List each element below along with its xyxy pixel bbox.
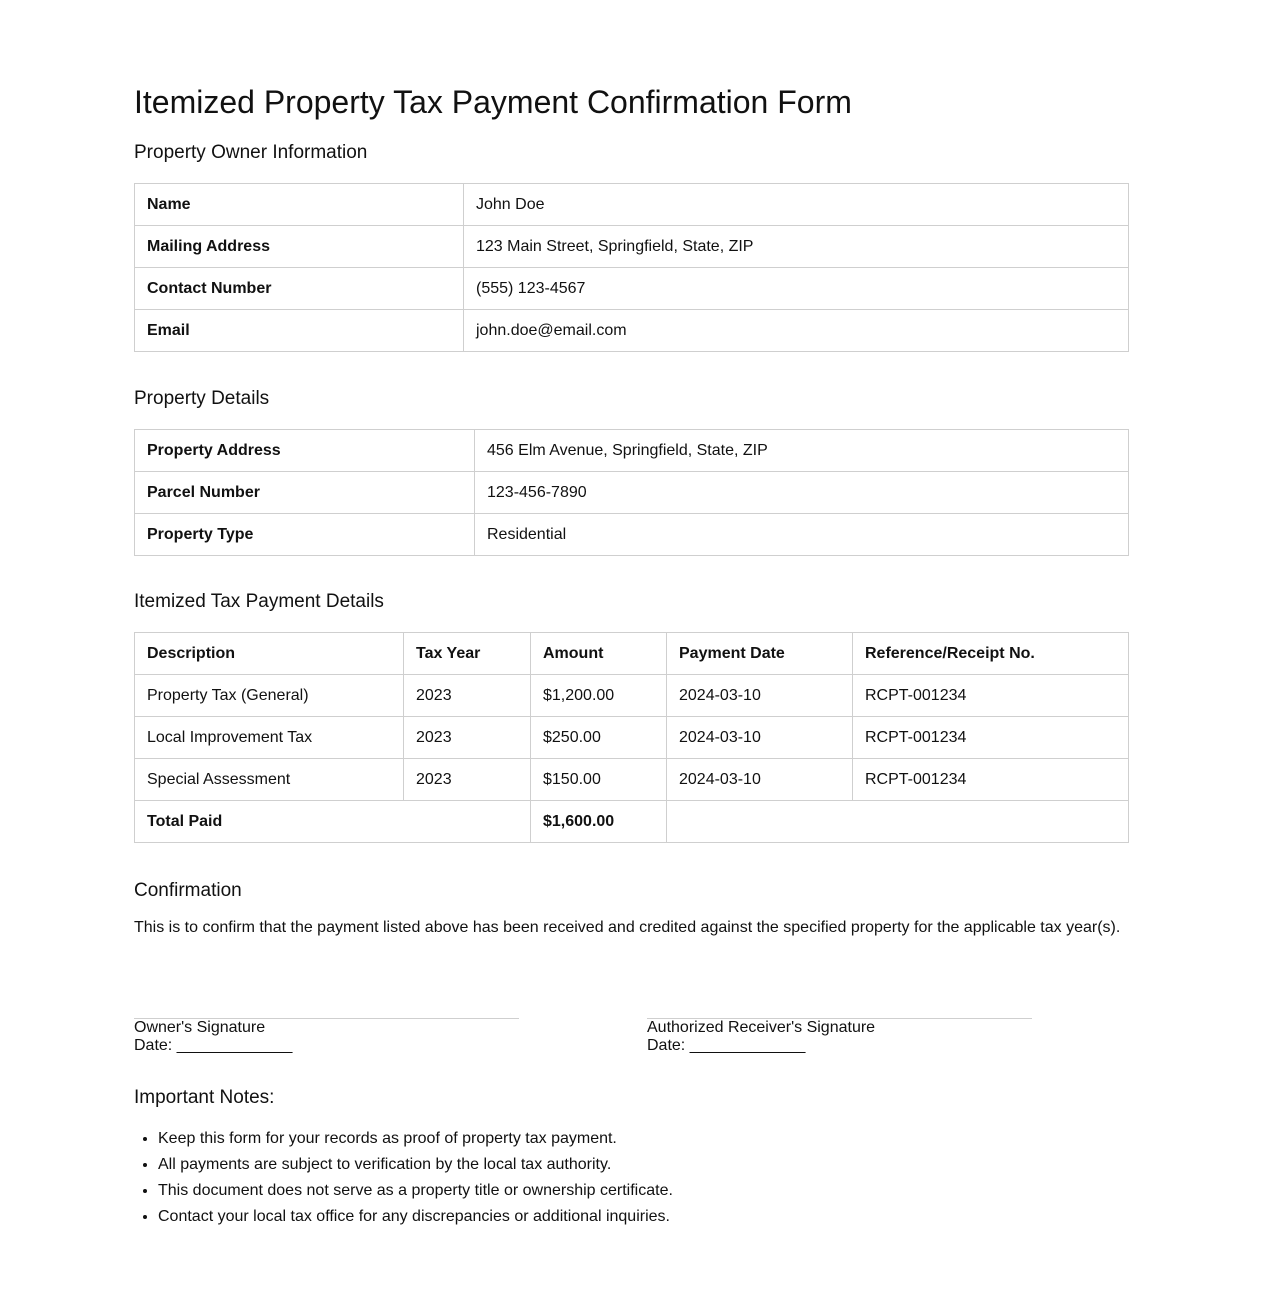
column-header-amount: Amount <box>531 633 667 675</box>
owner-name-value: John Doe <box>464 184 1129 226</box>
payments-table <box>134 632 1129 843</box>
total-row <box>135 801 1129 843</box>
column-header-description: Description <box>135 633 404 675</box>
payment-description: Local Improvement Tax <box>135 717 404 759</box>
list-item: • This document does not serve as a property title or ownership certificate. <box>158 1178 673 1204</box>
owner-signature-date: Date: _____________ <box>134 1037 293 1054</box>
owner-info-table <box>134 183 1129 352</box>
total-paid-value: $1,600.00 <box>531 801 667 843</box>
confirmation-text: This is to confirm that the payment listed above has been received and credited against the specified property for the applicable tax year(s). <box>134 919 1121 936</box>
payment-tax-year: 2023 <box>404 759 531 801</box>
payment-date: 2024-03-10 <box>667 717 853 759</box>
payment-tax-year: 2023 <box>404 675 531 717</box>
confirmation-heading: Confirmation <box>134 880 242 901</box>
column-header-reference: Reference/Receipt No. <box>853 633 1129 675</box>
payment-amount: $150.00 <box>531 759 667 801</box>
column-header-tax-year: Tax Year <box>404 633 531 675</box>
owner-section-heading: Property Owner Information <box>134 142 368 163</box>
page-title: Itemized Property Tax Payment Confirmation Form <box>134 84 852 120</box>
table-row <box>135 675 1129 717</box>
table-row <box>135 310 1129 352</box>
property-details-table <box>134 429 1129 556</box>
payment-reference: RCPT-001234 <box>853 717 1129 759</box>
contact-number-label: Contact Number <box>135 268 464 310</box>
notes-heading: Important Notes: <box>134 1087 275 1108</box>
list-item: • Keep this form for your records as proof of property tax payment. <box>158 1126 673 1152</box>
receiver-signature-label: Authorized Receiver's Signature <box>647 1019 876 1036</box>
table-row <box>135 268 1129 310</box>
table-row <box>135 759 1129 801</box>
table-row <box>135 430 1129 472</box>
payment-date: 2024-03-10 <box>667 759 853 801</box>
payment-reference: RCPT-001234 <box>853 675 1129 717</box>
column-header-payment-date: Payment Date <box>667 633 853 675</box>
property-address-value: 456 Elm Avenue, Springfield, State, ZIP <box>475 430 1129 472</box>
payment-amount: $250.00 <box>531 717 667 759</box>
email-label: Email <box>135 310 464 352</box>
property-type-label: Property Type <box>135 514 475 556</box>
property-address-label: Property Address <box>135 430 475 472</box>
list-item: • Contact your local tax office for any discrepancies or additional inquiries. <box>158 1204 673 1230</box>
parcel-number-value: 123-456-7890 <box>475 472 1129 514</box>
table-row <box>135 472 1129 514</box>
payment-description: Special Assessment <box>135 759 404 801</box>
list-item: • All payments are subject to verification by the local tax authority. <box>158 1152 673 1178</box>
owner-signature-block <box>134 1018 519 1055</box>
total-row-empty-cell <box>667 801 1129 843</box>
payment-tax-year: 2023 <box>404 717 531 759</box>
payment-description: Property Tax (General) <box>135 675 404 717</box>
parcel-number-label: Parcel Number <box>135 472 475 514</box>
receiver-signature-block <box>647 1018 1032 1055</box>
payment-reference: RCPT-001234 <box>853 759 1129 801</box>
table-header-row <box>135 633 1129 675</box>
mailing-address-value: 123 Main Street, Springfield, State, ZIP <box>464 226 1129 268</box>
table-row <box>135 717 1129 759</box>
table-row <box>135 184 1129 226</box>
payment-amount: $1,200.00 <box>531 675 667 717</box>
payments-section-heading: Itemized Tax Payment Details <box>134 591 384 612</box>
table-row <box>135 514 1129 556</box>
owner-name-label: Name <box>135 184 464 226</box>
payment-date: 2024-03-10 <box>667 675 853 717</box>
table-row <box>135 226 1129 268</box>
owner-signature-label: Owner's Signature <box>134 1019 266 1036</box>
total-paid-label: Total Paid <box>135 801 531 843</box>
email-value: john.doe@email.com <box>464 310 1129 352</box>
receiver-signature-date: Date: _____________ <box>647 1037 806 1054</box>
mailing-address-label: Mailing Address <box>135 226 464 268</box>
notes-list <box>134 1126 673 1230</box>
property-type-value: Residential <box>475 514 1129 556</box>
property-section-heading: Property Details <box>134 388 270 409</box>
contact-number-value: (555) 123-4567 <box>464 268 1129 310</box>
